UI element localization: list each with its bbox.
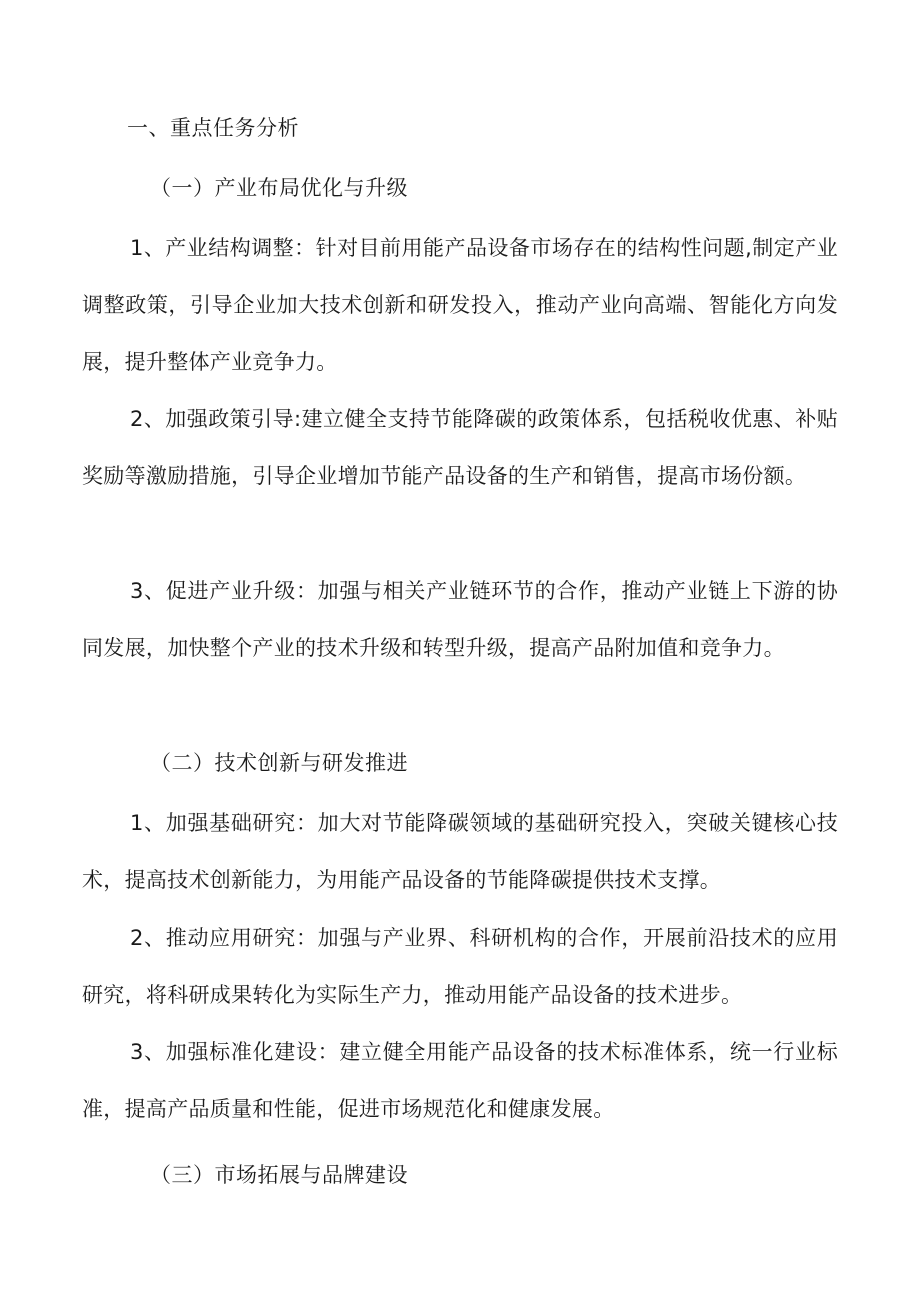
paragraph-2-2: 2、推动应用研究：加强与产业界、科研机构的合作，开展前沿技术的应用研究，将科研成果转化为实际生产力，推动用能产品设备的技术进步。: [82, 926, 838, 1007]
paragraph-1-2: 2、加强政策引导:建立健全支持节能降碳的政策体系，包括税收优惠、补贴奖励等激励措施，引导企业增加节能产品设备的生产和销售，提高市场份额。: [82, 407, 838, 488]
subsection-title-1: （一）产业布局优化与升级: [150, 176, 408, 200]
paragraph-1-3: 3、促进产业升级：加强与相关产业链环节的合作，推动产业链上下游的协同发展，加快整个产业的技术升级和转型升级，提高产品附加值和竞争力。: [82, 579, 838, 660]
subsection-title-2: （二）技术创新与研发推进: [150, 751, 408, 775]
paragraph-1-1: 1、产业结构调整：针对目前用能产品设备市场存在的结构性问题,制定产业调整政策，引导企业加大技术创新和研发投入，推动产业向高端、智能化方向发展，提升整体产业竞争力。: [82, 236, 838, 374]
paragraph-2-3: 3、加强标准化建设：建立健全用能产品设备的技术标准体系，统一行业标准，提高产品质量和性能，促进市场规范化和健康发展。: [82, 1040, 838, 1121]
subsection-title-3: （三）市场拓展与品牌建设: [150, 1163, 408, 1187]
paragraph-2-1: 1、加强基础研究：加大对节能降碳领域的基础研究投入，突破关键核心技术，提高技术创新能力，为用能产品设备的节能降碳提供技术支撑。: [82, 811, 838, 892]
section-title: 一、重点任务分析: [127, 116, 299, 140]
